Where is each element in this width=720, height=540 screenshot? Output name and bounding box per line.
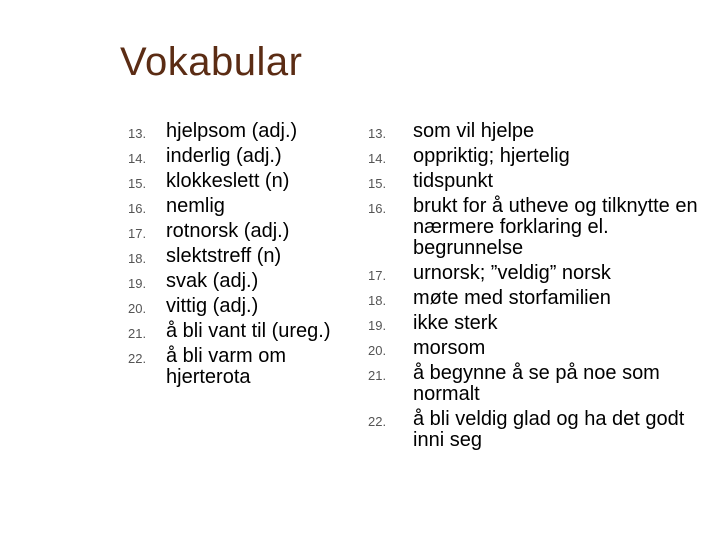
- item-number: 22.: [128, 351, 147, 366]
- item-number: 15.: [368, 176, 387, 191]
- term-text: å bli varm om hjerterota: [166, 345, 287, 388]
- list-item: [128, 121, 358, 146]
- term-text: rotnorsk (adj.): [166, 220, 290, 242]
- item-number: 20.: [128, 301, 147, 316]
- definition-text: morsom: [413, 337, 486, 359]
- item-number: 13.: [128, 126, 147, 141]
- list-item: [368, 121, 708, 146]
- definition-text: brukt for å utheve og tilknytte en nærmere forklaring el. begrunnelse: [413, 195, 698, 259]
- term-text: nemlig: [166, 195, 225, 217]
- definition-text: å begynne å se på noe som normalt: [413, 362, 660, 405]
- list-item: [128, 171, 358, 196]
- definition-text: oppriktig; hjertelig: [413, 145, 570, 167]
- term-text: svak (adj.): [166, 270, 259, 292]
- item-number: 14.: [128, 151, 147, 166]
- list-item: [128, 196, 358, 221]
- definition-text: tidspunkt: [413, 170, 494, 192]
- list-item: [128, 246, 358, 271]
- definition-text: ikke sterk: [413, 312, 498, 334]
- item-number: 16.: [368, 201, 387, 216]
- item-number: 19.: [368, 318, 387, 333]
- vocabulary-term-list: [128, 121, 358, 392]
- term-text: vittig (adj.): [166, 295, 259, 317]
- item-number: 13.: [368, 126, 387, 141]
- item-number: 22.: [368, 414, 387, 429]
- list-item: [368, 409, 708, 455]
- list-item: [128, 346, 358, 392]
- definition-text: som vil hjelpe: [413, 120, 535, 142]
- list-item: [128, 271, 358, 296]
- term-text: slektstreff (n): [166, 245, 282, 267]
- list-item: [368, 288, 708, 313]
- slide-title: Vokabular: [120, 40, 303, 84]
- list-item: [368, 313, 708, 338]
- item-number: 17.: [368, 268, 387, 283]
- term-text: å bli vant til (ureg.): [166, 320, 331, 342]
- term-text: hjelpsom (adj.): [166, 120, 298, 142]
- definition-text: møte med storfamilien: [413, 287, 611, 309]
- list-item: [368, 338, 708, 363]
- item-number: 15.: [128, 176, 147, 191]
- list-item: [368, 363, 708, 409]
- list-item: [368, 146, 708, 171]
- list-item: [128, 321, 358, 346]
- item-number: 18.: [128, 251, 147, 266]
- list-item: [128, 146, 358, 171]
- item-number: 17.: [128, 226, 147, 241]
- list-item: [368, 171, 708, 196]
- item-number: 16.: [128, 201, 147, 216]
- item-number: 21.: [128, 326, 147, 341]
- item-number: 19.: [128, 276, 147, 291]
- item-number: 18.: [368, 293, 387, 308]
- list-item: [368, 196, 708, 263]
- list-item: [368, 263, 708, 288]
- definition-text: å bli veldig glad og ha det godt inni seg: [413, 408, 685, 451]
- term-text: inderlig (adj.): [166, 145, 282, 167]
- definition-text: urnorsk; ”veldig” norsk: [413, 262, 611, 284]
- list-item: [128, 296, 358, 321]
- item-number: 20.: [368, 343, 387, 358]
- list-item: [128, 221, 358, 246]
- vocabulary-definition-list: [368, 121, 708, 455]
- item-number: 14.: [368, 151, 387, 166]
- term-text: klokkeslett (n): [166, 170, 290, 192]
- item-number: 21.: [368, 368, 387, 383]
